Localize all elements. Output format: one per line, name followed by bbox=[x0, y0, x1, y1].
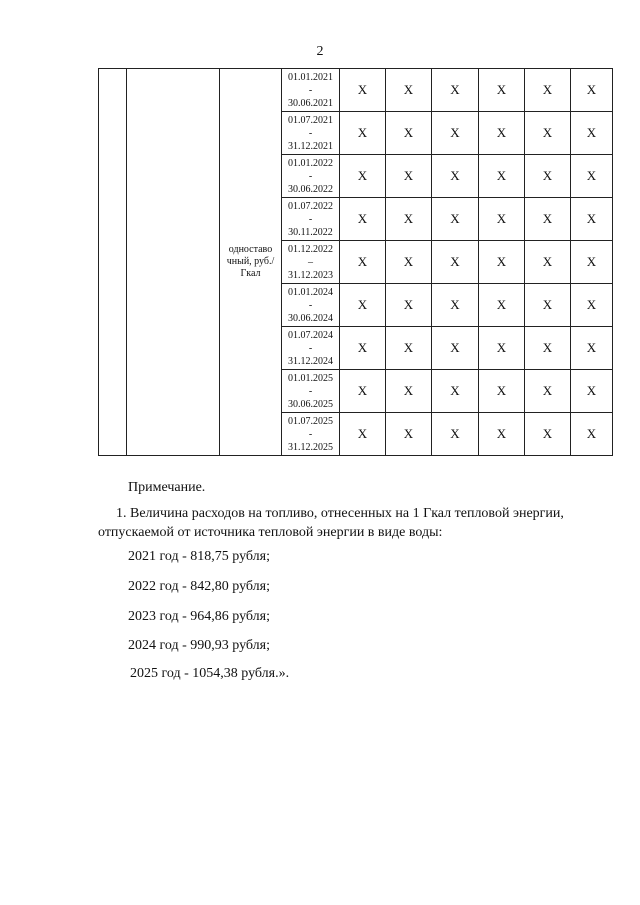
period-end: 30.11.2022 bbox=[288, 226, 333, 238]
period-end: 31.12.2021 bbox=[288, 140, 333, 152]
value-cell: X bbox=[340, 241, 386, 284]
value-cell: X bbox=[432, 327, 479, 370]
value-cell: X bbox=[386, 370, 432, 413]
value-cell: X bbox=[386, 112, 432, 155]
value-cell: X bbox=[571, 327, 613, 370]
value-cell: X bbox=[340, 413, 386, 456]
fuel-cost-line: 2021 год - 818,75 рубля; bbox=[128, 549, 270, 564]
value-cell: X bbox=[525, 155, 571, 198]
value-cell: X bbox=[432, 370, 479, 413]
period-cell bbox=[282, 155, 340, 198]
period-end: 30.06.2022 bbox=[288, 183, 333, 195]
period-sep: - bbox=[308, 299, 313, 311]
value-cell: X bbox=[571, 241, 613, 284]
period-end: 30.06.2024 bbox=[288, 312, 333, 324]
value-cell: X bbox=[432, 284, 479, 327]
value-cell: X bbox=[571, 284, 613, 327]
tariff-table-body bbox=[99, 69, 613, 456]
value-cell: X bbox=[340, 69, 386, 112]
value-cell: X bbox=[386, 198, 432, 241]
fuel-cost-line: 2023 год - 964,86 рубля; bbox=[128, 609, 270, 624]
period-sep: - bbox=[308, 170, 313, 182]
value-cell: X bbox=[525, 284, 571, 327]
page-number: 2 bbox=[316, 44, 324, 59]
period-start: 01.07.2022 bbox=[288, 200, 333, 212]
value-cell: X bbox=[571, 112, 613, 155]
value-cell: X bbox=[386, 327, 432, 370]
period-cell bbox=[282, 413, 340, 456]
value-cell: X bbox=[571, 198, 613, 241]
period-cell bbox=[282, 241, 340, 284]
period-sep: - bbox=[308, 213, 313, 225]
period-sep: - bbox=[308, 428, 313, 440]
value-cell: X bbox=[479, 413, 525, 456]
value-cell: X bbox=[479, 155, 525, 198]
period-cell bbox=[282, 112, 340, 155]
period-start: 01.01.2022 bbox=[288, 157, 333, 169]
period-end: 30.06.2021 bbox=[288, 97, 333, 109]
value-cell: X bbox=[340, 112, 386, 155]
value-cell: X bbox=[571, 370, 613, 413]
value-cell: X bbox=[479, 198, 525, 241]
period-end: 31.12.2025 bbox=[288, 441, 333, 453]
period-start: 01.01.2021 bbox=[288, 71, 333, 83]
empty-cell bbox=[99, 69, 127, 456]
value-cell: X bbox=[386, 284, 432, 327]
value-cell: X bbox=[525, 198, 571, 241]
value-cell: X bbox=[525, 69, 571, 112]
value-cell: X bbox=[479, 241, 525, 284]
fuel-cost-line: 2024 год - 990,93 рубля; bbox=[128, 638, 270, 653]
value-cell: X bbox=[340, 198, 386, 241]
period-sep: - bbox=[308, 385, 313, 397]
period-sep: – bbox=[308, 256, 313, 268]
note-heading: Примечание. bbox=[128, 480, 206, 495]
value-cell: X bbox=[571, 413, 613, 456]
period-start: 01.01.2024 bbox=[288, 286, 333, 298]
value-cell: X bbox=[386, 69, 432, 112]
period-start: 01.07.2024 bbox=[288, 329, 333, 341]
value-cell: X bbox=[479, 112, 525, 155]
tariff-unit-label: одноставо чный, руб./Гкал bbox=[220, 69, 282, 456]
value-cell: X bbox=[386, 155, 432, 198]
value-cell: X bbox=[432, 69, 479, 112]
value-cell: X bbox=[525, 370, 571, 413]
value-cell: X bbox=[525, 241, 571, 284]
value-cell: X bbox=[386, 413, 432, 456]
value-cell: X bbox=[479, 370, 525, 413]
empty-cell bbox=[127, 69, 220, 456]
period-cell bbox=[282, 198, 340, 241]
value-cell: X bbox=[479, 69, 525, 112]
period-sep: - bbox=[308, 342, 313, 354]
fuel-cost-line: 2025 год - 1054,38 рубля.». bbox=[130, 666, 290, 681]
period-start: 01.12.2022 bbox=[288, 243, 333, 255]
value-cell: X bbox=[479, 327, 525, 370]
value-cell: X bbox=[432, 155, 479, 198]
value-cell: X bbox=[432, 112, 479, 155]
period-cell bbox=[282, 284, 340, 327]
value-cell: X bbox=[340, 284, 386, 327]
period-cell bbox=[282, 370, 340, 413]
tariff-table bbox=[98, 68, 613, 456]
period-cell bbox=[282, 69, 340, 112]
value-cell: X bbox=[432, 198, 479, 241]
value-cell: X bbox=[432, 413, 479, 456]
value-cell: X bbox=[571, 69, 613, 112]
period-end: 31.12.2023 bbox=[288, 269, 333, 281]
value-cell: X bbox=[479, 284, 525, 327]
period-sep: - bbox=[308, 127, 313, 139]
value-cell: X bbox=[525, 112, 571, 155]
value-cell: X bbox=[571, 155, 613, 198]
table-row bbox=[99, 69, 613, 112]
period-end: 30.06.2025 bbox=[288, 398, 333, 410]
note-item-1: 1. Величина расходов на топливо, отнесенных на 1 Гкал тепловой энергии, отпускаемой от источника тепловой энергии в виде воды: bbox=[98, 506, 564, 540]
value-cell: X bbox=[386, 241, 432, 284]
value-cell: X bbox=[340, 155, 386, 198]
fuel-cost-line: 2022 год - 842,80 рубля; bbox=[128, 579, 270, 594]
value-cell: X bbox=[340, 327, 386, 370]
value-cell: X bbox=[525, 413, 571, 456]
period-start: 01.07.2021 bbox=[288, 114, 333, 126]
value-cell: X bbox=[340, 370, 386, 413]
period-sep: - bbox=[308, 84, 313, 96]
period-cell bbox=[282, 327, 340, 370]
value-cell: X bbox=[432, 241, 479, 284]
period-start: 01.01.2025 bbox=[288, 372, 333, 384]
period-end: 31.12.2024 bbox=[288, 355, 333, 367]
value-cell: X bbox=[525, 327, 571, 370]
period-start: 01.07.2025 bbox=[288, 415, 333, 427]
